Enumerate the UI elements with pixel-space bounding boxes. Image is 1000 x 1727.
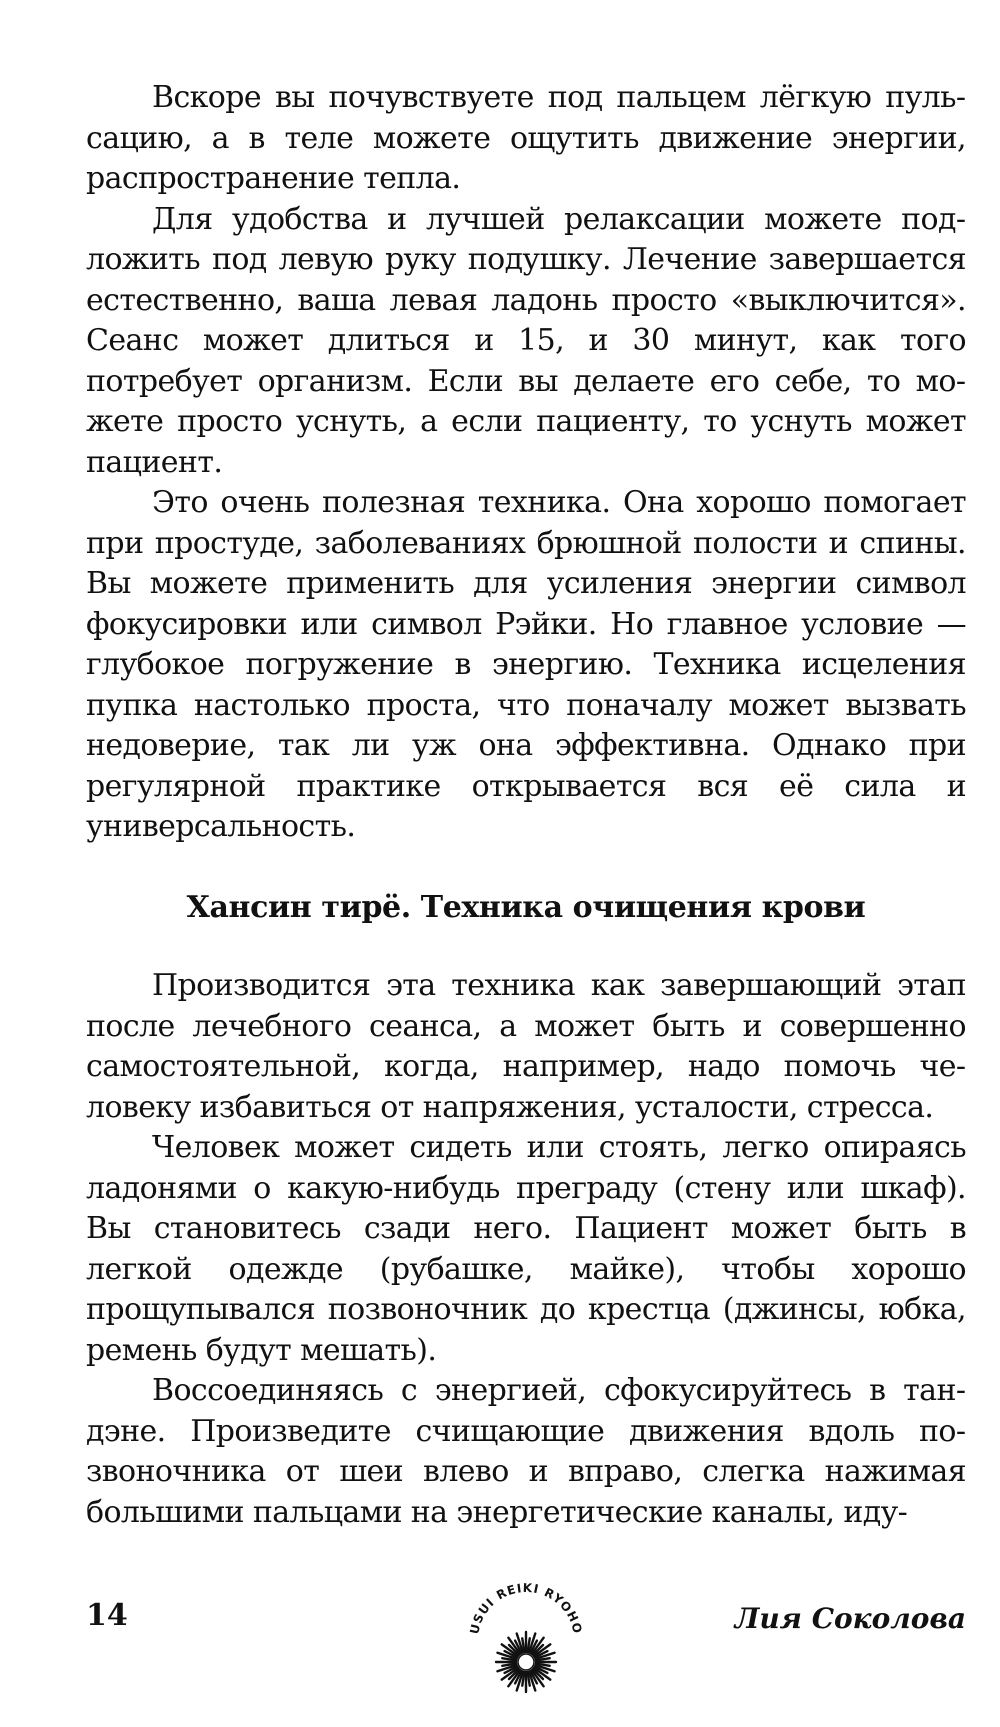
author-name: Лия Соколова [734, 1602, 966, 1635]
paragraph: Воссоединяясь с энергией, сфокусируйтесь в тандэне. Произведите счищающие движения вдоль позвоночника от шеи влево и вправо, слегка нажимая большими пальцами на энергетические каналы, иду- [86, 1373, 966, 1530]
svg-text:USUI REIKI RYOHO [467, 1581, 584, 1636]
paragraph: Вскоре вы почувствуете под пальцем лёгкую пульсацию, а в теле можете ощутить движение энергии, распространение тепла. [86, 80, 966, 196]
emblem-text: USUI REIKI RYOHO [467, 1580, 585, 1636]
paragraph: Человек может сидеть или стоять, легко опираясь ладонями о какую-нибудь преграду (стену или шкаф). Вы становитесь сзади него. Пациент может быть в легкой одежде (рубашке, майке), чтобы хорошо прощупывался позвоночник до крестца (джинсы, юбка, ремень будут мешать). [86, 1130, 966, 1368]
paragraph: Производится эта техника как завершающий этап после лечебного сеанса, а может быть и совершенно самостоятельной, когда, например, надо помочь человеку избавиться от напряжения, усталости, стресса. [86, 968, 966, 1125]
page-footer [86, 1580, 966, 1690]
paragraph: Это очень полезная техника. Она хорошо помогает при простуде, заболеваниях брюшной полости и спины. Вы можете применить для усиления энергии символ фокусировки или символ Рэйки. Но главное условие — глубокое погружение в энергию. Техника исцеления пупка настолько проста, что поначалу может вызвать недоверие, так ли уж она эффективна. Однако при регулярной практике открывается вся её сила и универсальность. [86, 485, 966, 844]
page-number: 14 [86, 1598, 128, 1633]
paragraph: Для удобства и лучшей релаксации можете подложить под левую руку подушку. Лечение завершается естественно, ваша левая ладонь просто «выключится». Сеанс может длиться и 15, и 30 минут, как того потребует организм. Если вы делаете его себе, то можете просто уснуть, а если пациенту, то уснуть может пациент. [86, 201, 966, 480]
body-text [86, 78, 966, 1533]
reiki-emblem-icon [461, 1570, 591, 1700]
section-heading: Хансин тирё. Техника очищения крови [186, 889, 866, 925]
